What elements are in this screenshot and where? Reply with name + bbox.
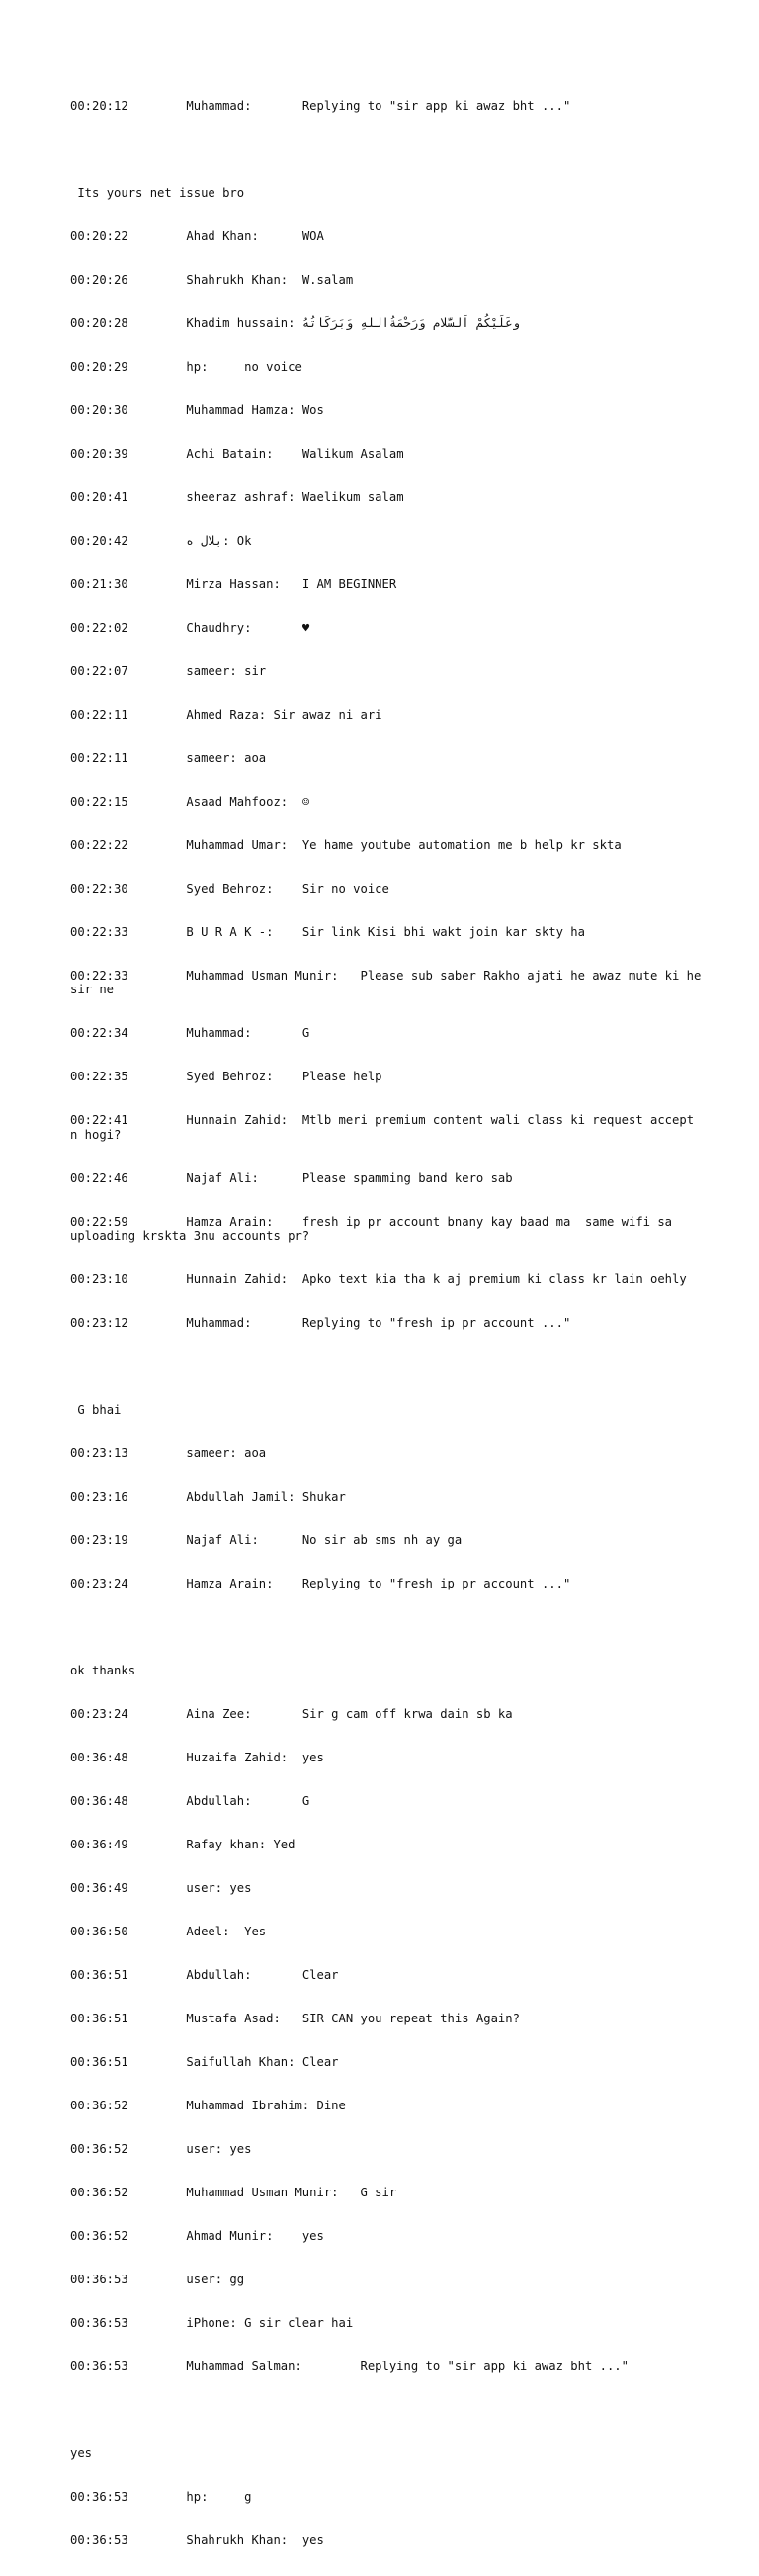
transcript-line: 00:36:53 hp: g — [70, 2489, 252, 2504]
transcript-line: 00:36:53 user: gg — [70, 2272, 245, 2286]
transcript-line — [70, 1620, 703, 1635]
transcript-line: 00:36:51 Abdullah: Clear — [70, 1967, 339, 1982]
transcript-line: 00:23:12 Muhammad: Replying to "fresh ip pr account ..." — [70, 1316, 571, 1331]
transcript-line: 00:23:13 sameer: aoa — [70, 1446, 267, 1461]
transcript-line: 00:23:24 Hamza Arain: Replying to "fresh ip pr account ..." — [70, 1577, 571, 1591]
transcript-line: 00:23:19 Najaf Ali: No sir ab sms nh ay ga — [70, 1533, 463, 1548]
transcript-line: 00:22:11 Ahmed Raza: Sir awaz ni ari — [70, 707, 382, 722]
transcript-line: 00:20:22 Ahad Khan: WOA — [70, 229, 324, 244]
transcript-line: 00:36:53 Shahrukh Khan: yes — [70, 2533, 324, 2547]
transcript-line: 00:36:52 user: yes — [70, 2141, 252, 2156]
transcript-line: Its yours net issue bro — [70, 186, 245, 201]
transcript-line: 00:22:11 sameer: aoa — [70, 750, 267, 765]
transcript-line: 00:20:39 Achi Batain: Walikum Asalam — [70, 447, 404, 462]
transcript-line: 00:36:52 Muhammad Usman Munir: G sir — [70, 2185, 397, 2199]
transcript-line: 00:22:34 Muhammad: G — [70, 1026, 310, 1041]
transcript-line — [70, 2403, 703, 2418]
transcript-line: 00:36:53 Muhammad Salman: Replying to "sir app ki awaz bht ..." — [70, 2359, 629, 2373]
transcript-line: 00:20:12 Muhammad: Replying to "sir app ki awaz bht ..." — [70, 99, 571, 114]
transcript-line: 00:36:48 Huzaifa Zahid: yes — [70, 1751, 324, 1765]
transcript-line — [70, 1359, 703, 1374]
transcript-line: 00:22:41 Hunnain Zahid: Mtlb meri premium content wali class ki request accept n hogi? — [70, 1113, 702, 1142]
transcript-line: 00:22:02 Chaudhry: ♥ — [70, 620, 310, 635]
transcript-line: 00:36:51 Saifullah Khan: Clear — [70, 2054, 339, 2069]
transcript-line: 00:23:16 Abdullah Jamil: Shukar — [70, 1490, 346, 1504]
transcript-line: yes — [70, 2446, 93, 2460]
transcript-line: 00:20:28 Khadim hussain: وعَلَيْكُمْ اَلسَّلام وَرَحْمَةُاللهِ وَبَرَكَاتُهُ — [70, 316, 520, 331]
transcript-line: 00:20:30 Muhammad Hamza: Wos — [70, 403, 324, 418]
transcript-line: 00:20:41 sheeraz ashraf: Waelikum salam — [70, 490, 404, 505]
transcript-line: 00:36:52 Ahmad Munir: yes — [70, 2228, 324, 2243]
transcript-line: 00:36:53 iPhone: G sir clear hai — [70, 2315, 354, 2330]
transcript-line: 00:36:50 Adeel: Yes — [70, 1924, 267, 1938]
transcript-line: 00:22:46 Najaf Ali: Please spamming band kero sab — [70, 1170, 513, 1185]
transcript-line: 00:22:30 Syed Behroz: Sir no voice — [70, 881, 389, 896]
transcript-line: 00:36:48 Abdullah: G — [70, 1794, 310, 1809]
transcript-line: 00:22:35 Syed Behroz: Please help — [70, 1070, 382, 1084]
transcript-line: 00:20:26 Shahrukh Khan: W.salam — [70, 273, 354, 288]
transcript-line: ok thanks — [70, 1664, 136, 1678]
transcript-line: 00:23:10 Hunnain Zahid: Apko text kia tha k aj premium ki class kr lain oehly — [70, 1272, 687, 1287]
transcript-line: 00:36:49 user: yes — [70, 1880, 252, 1895]
transcript-line: 00:22:15 Asaad Mahfooz: ☺ — [70, 794, 310, 809]
transcript-line: 00:22:59 Hamza Arain: fresh ip pr account bnany kay baad ma same wifi sa uploading krskta 3nu accounts pr? — [70, 1214, 680, 1244]
chat-transcript — [70, 70, 709, 2576]
transcript-line: 00:21:30 Mirza Hassan: I AM BEGINNER — [70, 576, 397, 591]
transcript-line: 00:22:07 sameer: sir — [70, 663, 267, 678]
transcript-line: 00:22:33 B U R A K -: Sir link Kisi bhi wakt join kar skty ha — [70, 924, 585, 939]
transcript-line: G bhai — [70, 1403, 122, 1417]
transcript-line: 00:20:29 hp: no voice — [70, 360, 302, 375]
transcript-line: 00:23:24 Aina Zee: Sir g cam off krwa dain sb ka — [70, 1707, 513, 1722]
transcript-line: 00:22:33 Muhammad Usman Munir: Please sub saber Rakho ajati he awaz mute ki he sir ne — [70, 968, 709, 997]
transcript-line: 00:20:42 بلال ه: Ok — [70, 533, 252, 548]
transcript-line: 00:36:52 Muhammad Ibrahim: Dine — [70, 2098, 346, 2112]
transcript-line: 00:22:22 Muhammad Umar: Ye hame youtube automation me b help kr skta — [70, 837, 622, 852]
transcript-line: 00:36:51 Mustafa Asad: SIR CAN you repeat this Again? — [70, 2011, 520, 2025]
transcript-line: 00:36:49 Rafay khan: Yed — [70, 1838, 295, 1852]
transcript-line — [70, 142, 703, 157]
